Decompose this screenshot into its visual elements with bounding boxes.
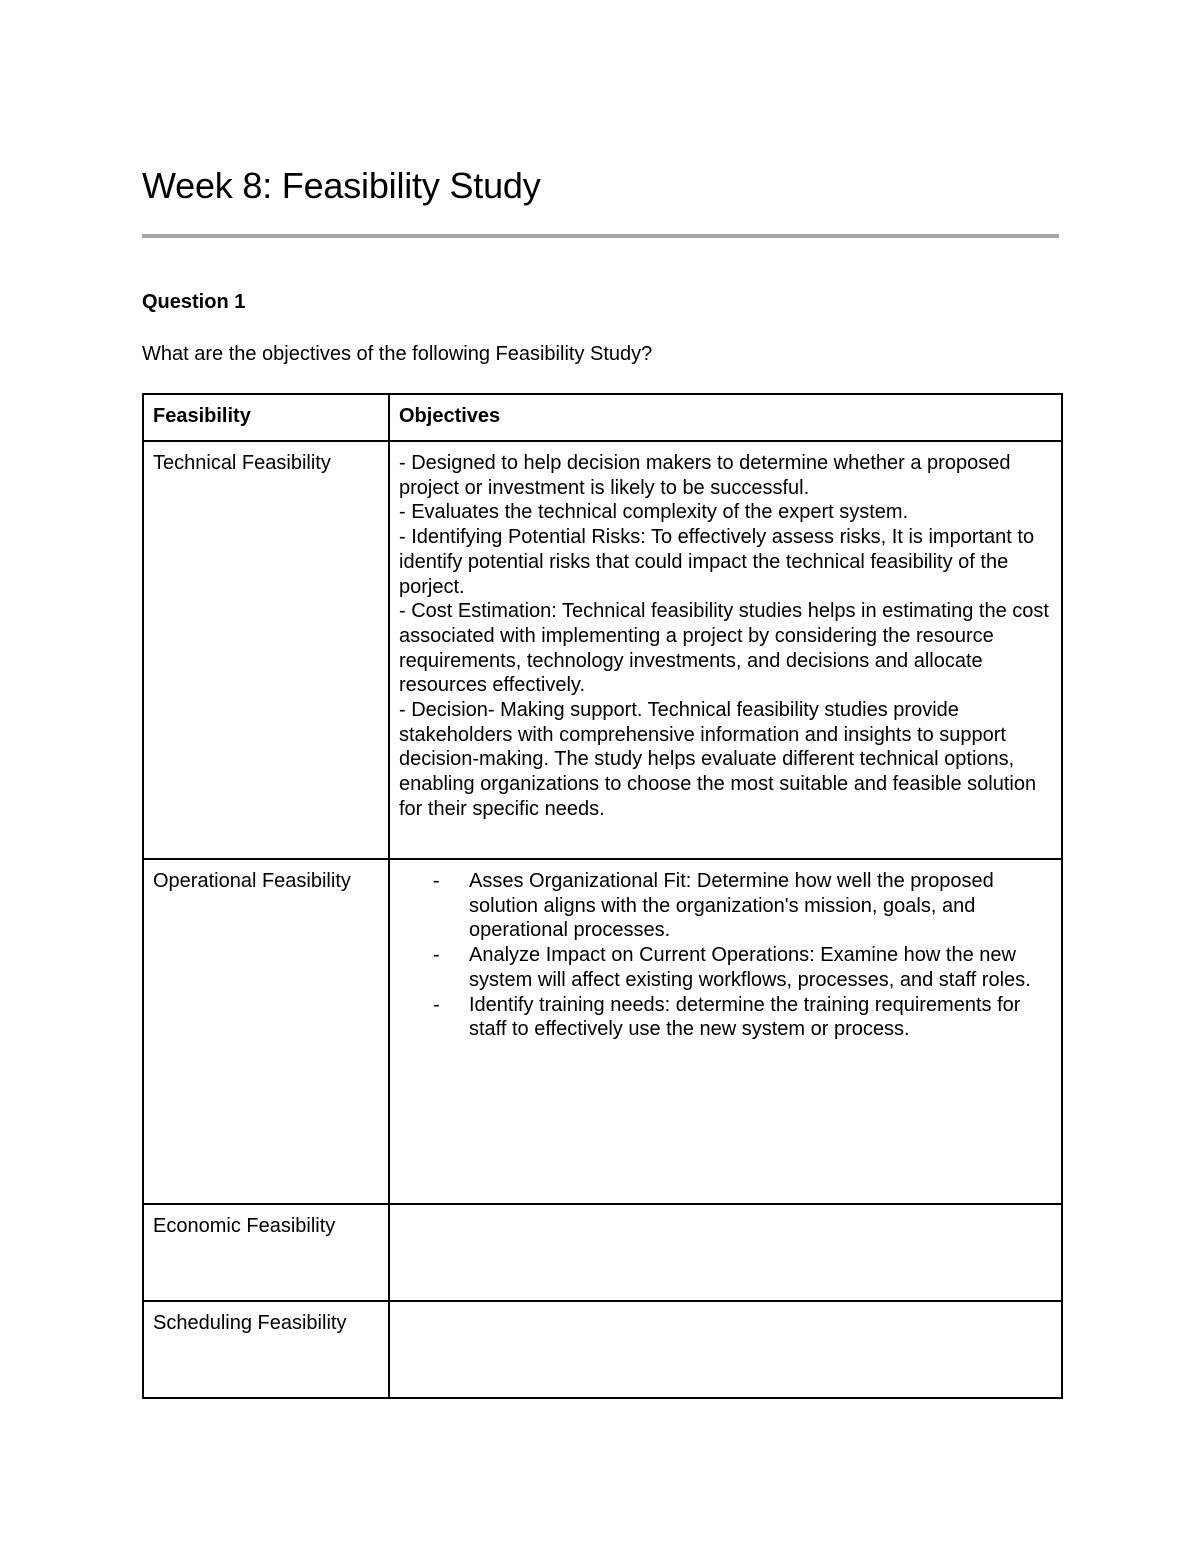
table-row-scheduling — [143, 1301, 1062, 1398]
objective-item: - Identifying Potential Risks: To effectively assess risks, It is important to identify potential risks that could impact the technical feasibility of the porject. — [399, 526, 1035, 598]
objective-item: - Designed to help decision makers to determine whether a proposed project or investment is likely to be successful. — [399, 452, 1011, 499]
cell-objectives-technical — [389, 441, 1062, 859]
feasibility-table — [142, 393, 1063, 1399]
cell-feasibility-scheduling: Scheduling Feasibility — [143, 1301, 389, 1398]
question-heading: Question 1 — [142, 291, 246, 313]
objective-item: - Cost Estimation: Technical feasibility studies helps in estimating the cost associated with implementing a project by considering the resource requirements, technology investments, and decisions and allocate resources effectively. — [399, 600, 1049, 697]
objective-text: Identify training needs: determine the training requirements for staff to effectively use the new system or process. — [469, 993, 1021, 1041]
objective-item: - Decision- Making support. Technical feasibility studies provide stakeholders with comprehensive information and insights to support decision-making. The study helps evaluate different technical options, enabling organizations to choose the most suitable and feasible solution for their specific needs. — [399, 699, 1037, 820]
objective-text: Analyze Impact on Current Operations: Examine how the new system will affect existing workflows, processes, and staff roles. — [469, 944, 1031, 991]
page-title: Week 8: Feasibility Study — [142, 165, 541, 206]
table-row-technical — [143, 441, 1062, 859]
cell-feasibility-technical: Technical Feasibility — [143, 441, 389, 859]
header-objectives: Objectives — [389, 394, 1062, 441]
table-header-row — [143, 394, 1062, 441]
cell-feasibility-economic: Economic Feasibility — [143, 1204, 389, 1301]
objective-text: Asses Organizational Fit: Determine how well the proposed solution aligns with the organization's mission, goals, and operational processes. — [469, 870, 994, 942]
objectives-list — [399, 869, 1052, 1042]
dash-bullet: - — [433, 993, 440, 1016]
dash-bullet: - — [433, 870, 440, 892]
list-item — [433, 869, 1052, 943]
list-item — [433, 993, 1052, 1042]
list-item — [433, 943, 1052, 992]
table-row-economic — [143, 1204, 1062, 1301]
cell-feasibility-operational: Operational Feasibility — [143, 859, 389, 1204]
dash-bullet: - — [433, 944, 440, 967]
question-text: What are the objectives of the following Feasibility Study? — [142, 343, 653, 365]
objective-item: - Evaluates the technical complexity of the expert system. — [399, 501, 909, 524]
cell-objectives-operational — [389, 859, 1062, 1204]
header-feasibility: Feasibility — [143, 394, 389, 441]
title-divider — [142, 234, 1059, 238]
cell-objectives-economic — [389, 1204, 1062, 1301]
cell-objectives-scheduling — [389, 1301, 1062, 1398]
table-row-operational — [143, 859, 1062, 1204]
